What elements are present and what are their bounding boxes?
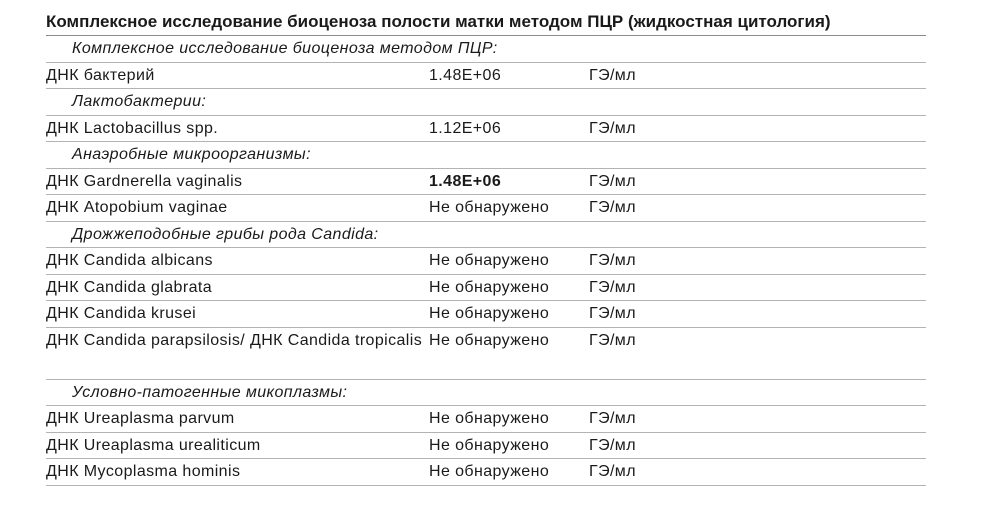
test-value: 1.48E+06: [429, 66, 502, 84]
result-row: [46, 406, 926, 433]
test-unit: ГЭ/мл: [589, 305, 636, 322]
result-row: [46, 433, 926, 460]
section-header: [46, 380, 926, 407]
test-value: Не обнаружено: [429, 252, 550, 269]
test-value-highlighted: 1.48E+06: [429, 172, 502, 190]
test-name: ДНК Candida albicans: [46, 252, 213, 269]
test-unit: ГЭ/мл: [589, 331, 636, 349]
section-header: [46, 142, 926, 169]
document-title: Комплексное исследование биоценоза полости матки методом ПЦР (жидкостная цитология): [46, 9, 926, 36]
result-row: [46, 116, 926, 143]
test-unit: ГЭ/мл: [589, 278, 636, 296]
test-name: ДНК бактерий: [46, 66, 155, 84]
section-header: [46, 222, 926, 249]
test-unit: ГЭ/мл: [589, 119, 636, 137]
test-unit: ГЭ/мл: [589, 172, 636, 190]
test-name: ДНК Atopobium vaginae: [46, 199, 228, 216]
result-row: [46, 195, 926, 222]
test-value: Не обнаружено: [429, 436, 550, 454]
section-label: Анаэробные микроорганизмы:: [72, 146, 311, 163]
test-name: ДНК Ureaplasma parvum: [46, 410, 235, 427]
section-label: Комплексное исследование биоценоза методом ПЦР:: [72, 40, 498, 57]
section-label: Лактобактерии:: [72, 93, 207, 110]
test-name: ДНК Gardnerella vaginalis: [46, 172, 243, 190]
test-value: Не обнаружено: [429, 199, 550, 216]
result-row: [46, 328, 926, 380]
test-name: ДНК Candida glabrata: [46, 278, 213, 296]
result-row: [46, 169, 926, 196]
test-unit: ГЭ/мл: [589, 436, 636, 454]
section-label: Условно-патогенные микоплазмы:: [72, 383, 348, 401]
result-row: [46, 459, 926, 486]
test-unit: ГЭ/мл: [589, 199, 636, 216]
test-name: ДНК Candida krusei: [46, 305, 197, 322]
results-sheet: [46, 9, 926, 486]
test-value: 1.12E+06: [429, 119, 502, 137]
test-name: ДНК Mycoplasma hominis: [46, 463, 241, 480]
test-value: Не обнаружено: [429, 463, 550, 480]
result-row: [46, 248, 926, 275]
section-header: [46, 89, 926, 116]
test-name: ДНК Lactobacillus spp.: [46, 119, 219, 137]
test-value: Не обнаружено: [429, 331, 550, 349]
result-row: [46, 301, 926, 328]
section-label: Дрожжеподобные грибы рода Candida:: [72, 225, 379, 243]
test-name: ДНК Candida parapsilosis/ ДНК Candida tropicalis: [46, 331, 423, 349]
test-value: Не обнаружено: [429, 410, 550, 427]
test-unit: ГЭ/мл: [589, 463, 636, 480]
section-header: [46, 36, 926, 63]
test-unit: ГЭ/мл: [589, 66, 636, 84]
result-row: [46, 63, 926, 90]
test-value: Не обнаружено: [429, 305, 550, 322]
test-unit: ГЭ/мл: [589, 252, 636, 269]
test-unit: ГЭ/мл: [589, 410, 636, 427]
test-value: Не обнаружено: [429, 278, 550, 296]
result-row: [46, 275, 926, 302]
test-name: ДНК Ureaplasma urealiticum: [46, 436, 261, 454]
